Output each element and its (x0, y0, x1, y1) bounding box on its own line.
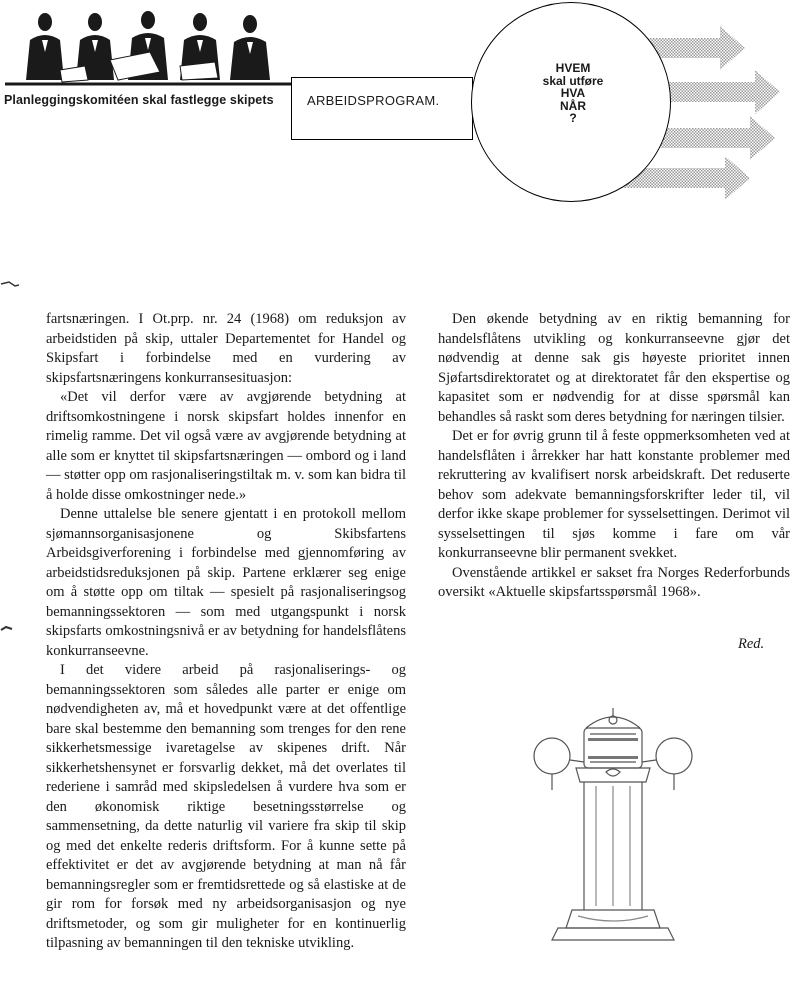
right-paragraph: Det er for øvrig grunn til å feste oppmerksomheten ved at handelsflåten i årrekker har hatt konstante problemer med rekruttering av kvalifisert norsk arbeidskraft. Det reduserte behov som adekvate bemanningsforskrifter leder til, vil derfor ikke skape problemer for sysselsettingen. Derimot vil sysselsettingen til sjøs komme i fare om vår konkurranseevne blir permanent svekket. (438, 428, 790, 561)
left-paragraph: fartsnæringen. I Ot.prp. nr. 24 (1968) om reduksjon av arbeidstiden på skip, uttaler Departementet for Handel og Skipsfart i forbindelse med en vurdering av skipsfartsnæringens konkurransesituasjon: (46, 311, 406, 386)
circle-text (523, 62, 623, 125)
margin-mark-top (0, 278, 20, 290)
left-paragraph: «Det vil derfor være av avgjørende betydning at driftsomkostningene i norsk skipsfart holdes innenfor en rimelig ramme. Det vil også være av avgjørende betydning at alle som er knyttet til skipsfartsnæringen — ombord og i land — støtter opp om rasjonaliseringstiltak m. v. som kan bidra til å holde disse omkostninger nede.» (46, 389, 406, 503)
binnacle-illustration (528, 700, 698, 950)
program-box (291, 77, 473, 140)
left-paragraph: Denne uttalelse ble senere gjentatt i en protokoll mellom sjømannsorganisasjonene og Skibsfartens Arbeidsgiverforening i forbindelse med gjennomføring av arbeidstidsreduksjonen på skip. Partene erklærer seg enige om å støtte opp om tiltak — spesielt på rasjonaliseringsog bemanningssektoren — som med utgangspunkt i norsk skipsfarts omkostningsnivå er av betydning for handelsflåtens konkurranseevne. (46, 506, 406, 659)
left-paragraph: I det videre arbeid på rasjonaliserings- og bemanningssektoren som således alle parter er enige om nødvendigheten av, må et hovedpunkt være at det offentlige bare skal bestemme den bemanning som trenges for den rene sikkerhetsmessige ivaretagelse av skipenes drift. Når sikkerhetshensynet er forsvarlig dekket, må det overlates til rederiene i samråd med skipsledelsen å vurdere hva som er den økonomisk riktige besetningsstørrelse og sammensetning, da dette naturlig vil variere fra skip til skip og med det enkelte rederis driftsform. For å kunne sette på effektivitet er det av avgjørende betydning at man nå får bemanningsregler som er fremtidsrettede og så elastiske at de gir rom for forsøk med ny arbeidsorganisasjon og nye driftsmetoder, og som gir muligheter for en kontinuerlig tilpasning av bemanningen til den tekniske utvikling. (46, 662, 406, 951)
circle-line-hvem: HVEM (555, 61, 591, 75)
right-paragraph: Den økende betydning av en riktig bemanning for handelsflåtens utvikling og konkurranseevne gjør det nødvendig at denne sak gis høyeste prioritet innen Sjøfartsdirektoratet og at direktoratet får den ekspertise og kapasitet som er nødvendig for at disse spørsmål kan behandles så raskt som deres betydning for næringen tilsier. (438, 311, 790, 425)
committee-illustration (0, 0, 300, 90)
header-caption: Planleggingskomitéen skal fastlegge skipets (4, 93, 274, 107)
program-label: ARBEIDSPROGRAM. (307, 93, 440, 108)
right-paragraph: Ovenstående artikkel er sakset fra Norges Rederforbunds oversikt «Aktuelle skipsfartsspørsmål 1968». (438, 564, 790, 600)
margin-mark-middle (0, 624, 14, 634)
circle-line-skal-utfore: skal utføre (542, 73, 604, 88)
right-column (438, 310, 790, 603)
circle-line-hva: HVA (560, 86, 586, 100)
signature: Red. (738, 636, 765, 652)
circle-line-question: ? (569, 111, 577, 125)
circle-line-nar: NÅR (560, 98, 586, 113)
left-column (46, 310, 406, 954)
